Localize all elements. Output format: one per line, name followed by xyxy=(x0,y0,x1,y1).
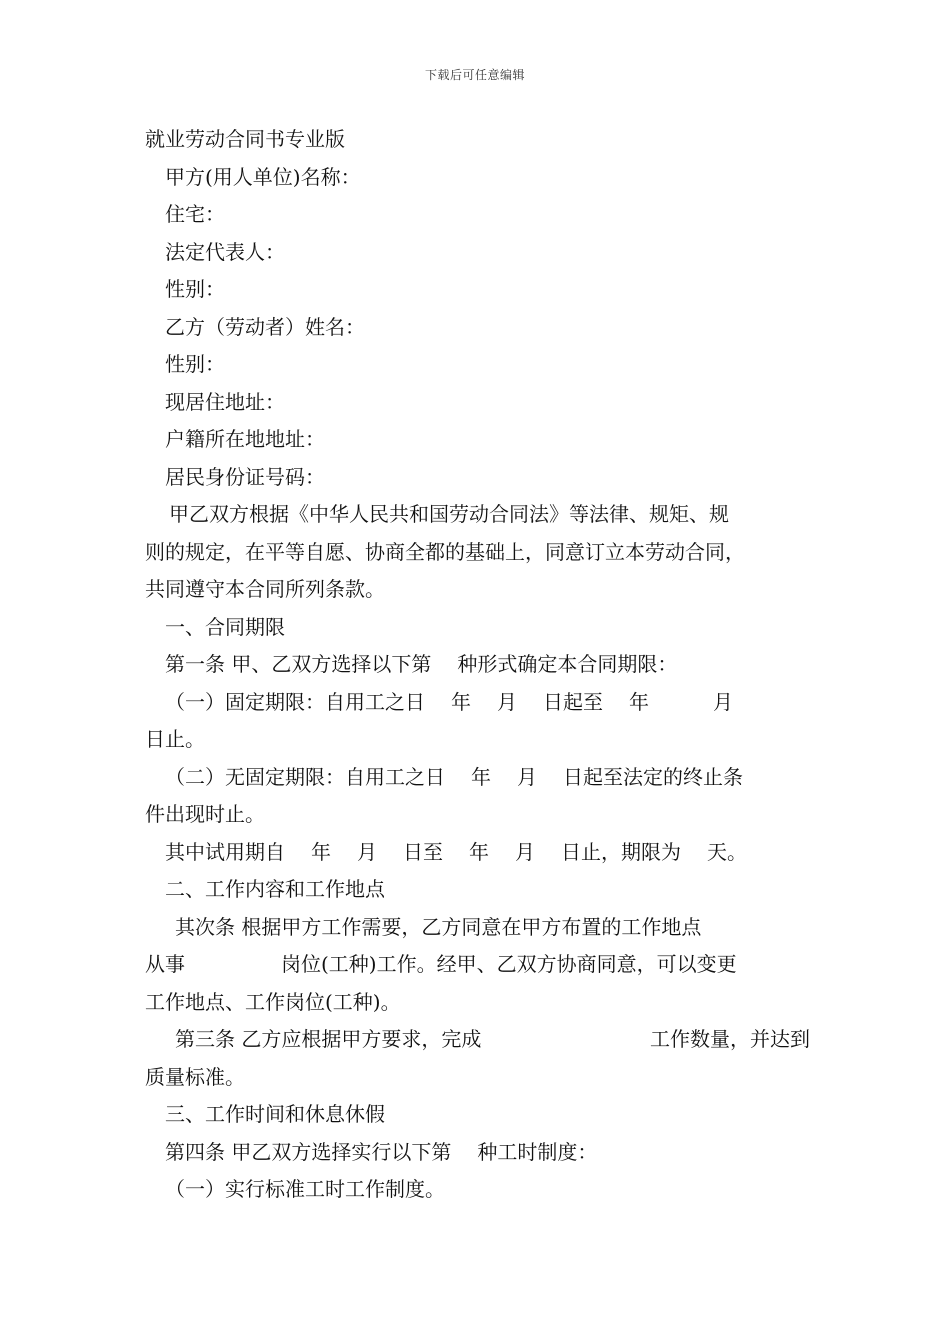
article-3-text-b: 工作数量，并达到 xyxy=(650,1027,810,1051)
article-3-line-1 xyxy=(145,1021,810,1059)
article-4-text-a: 第四条 甲乙双方选择实行以下第 xyxy=(165,1139,452,1164)
probation-line xyxy=(145,834,810,872)
party-a-name-label: 甲方(用人单位)名称： xyxy=(165,164,361,189)
open-term-line xyxy=(145,759,810,797)
contract-body xyxy=(145,121,810,1209)
residence-label: 住宅： xyxy=(165,202,225,226)
page-header: 下载后可任意编辑 xyxy=(424,68,525,82)
probation-text-a: 其中试用期自 xyxy=(165,839,285,864)
article-4-text-b: 种工时制度： xyxy=(477,1139,598,1164)
article-1 xyxy=(145,646,810,684)
open-term-end: 件出现时止。 xyxy=(145,802,265,826)
open-year: 年 xyxy=(471,764,491,789)
fixed-term-line xyxy=(145,684,810,722)
article-1-text-a: 第一条 甲、乙双方选择以下第 xyxy=(165,652,432,676)
probation-month-2: 月 xyxy=(515,839,535,864)
preamble-line-1: 甲乙双方根据《中华人民共和国劳动合同法》等法律、规矩、规 xyxy=(169,502,729,526)
section-1-title: 一、合同期限 xyxy=(165,614,285,639)
article-3-end: 质量标准。 xyxy=(145,1064,245,1089)
household-address-label: 户籍所在地地址： xyxy=(165,427,325,451)
standard-hours-line: （一）实行标准工时工作制度。 xyxy=(165,1177,445,1201)
article-2-line-1: 其次条 根据甲方工作需要，乙方同意在甲方布置的工作地点 xyxy=(175,914,702,939)
article-2-line-2 xyxy=(145,946,810,984)
fixed-term-text: （一）固定期限：自用工之日 xyxy=(165,689,425,714)
open-term-text-b: 日起至法定的终止条 xyxy=(563,764,743,789)
article-1-text-b: 种形式确定本合同期限： xyxy=(457,652,678,676)
article-4 xyxy=(145,1134,810,1172)
legal-rep-label: 法定代表人： xyxy=(165,239,285,264)
fixed-month-1: 月 xyxy=(497,689,517,714)
probation-text-b: 日止，期限为 xyxy=(561,839,681,864)
gender-a-label: 性别： xyxy=(165,277,225,301)
fixed-term-end: 日止。 xyxy=(145,727,205,751)
probation-text-c: 天。 xyxy=(707,839,747,864)
article-2-line-3: 工作地点、工作岗位(工种)。 xyxy=(145,989,401,1014)
open-month: 月 xyxy=(517,764,537,789)
fixed-year-1: 年 xyxy=(451,689,471,714)
preamble-line-3: 共同遵守本合同所列条款。 xyxy=(145,577,385,601)
section-3-title: 三、工作时间和休息休假 xyxy=(165,1102,385,1126)
current-address-label: 现居住地址： xyxy=(165,389,285,414)
probation-year-1: 年 xyxy=(311,839,331,864)
probation-year-2: 年 xyxy=(469,839,489,864)
article-2-text-a: 从事 xyxy=(145,952,185,976)
fixed-year-2: 年 xyxy=(629,689,649,714)
section-2-title: 二、工作内容和工作地点 xyxy=(165,877,385,901)
article-2-text-b: 岗位(工种)工作。经甲、乙双方协商同意，可以变更 xyxy=(281,952,737,976)
open-term-text: （二）无固定期限：自用工之日 xyxy=(165,764,445,789)
probation-month-1: 月 xyxy=(357,839,377,864)
article-3-text-a: 第三条 乙方应根据甲方要求，完成 xyxy=(175,1027,482,1051)
document-title: 就业劳动合同书专业版 xyxy=(145,127,345,151)
probation-day-to: 日至 xyxy=(403,839,443,864)
fixed-month-2: 月 xyxy=(713,689,733,714)
id-number-label: 居民身份证号码： xyxy=(165,464,325,489)
gender-b-label: 性别： xyxy=(165,352,225,376)
fixed-day-from: 日起至 xyxy=(543,689,603,714)
preamble-line-2: 则的规定，在平等自愿、协商全都的基础上，同意订立本劳动合同， xyxy=(145,539,745,564)
party-b-name-label: 乙方（劳动者）姓名： xyxy=(165,314,365,339)
